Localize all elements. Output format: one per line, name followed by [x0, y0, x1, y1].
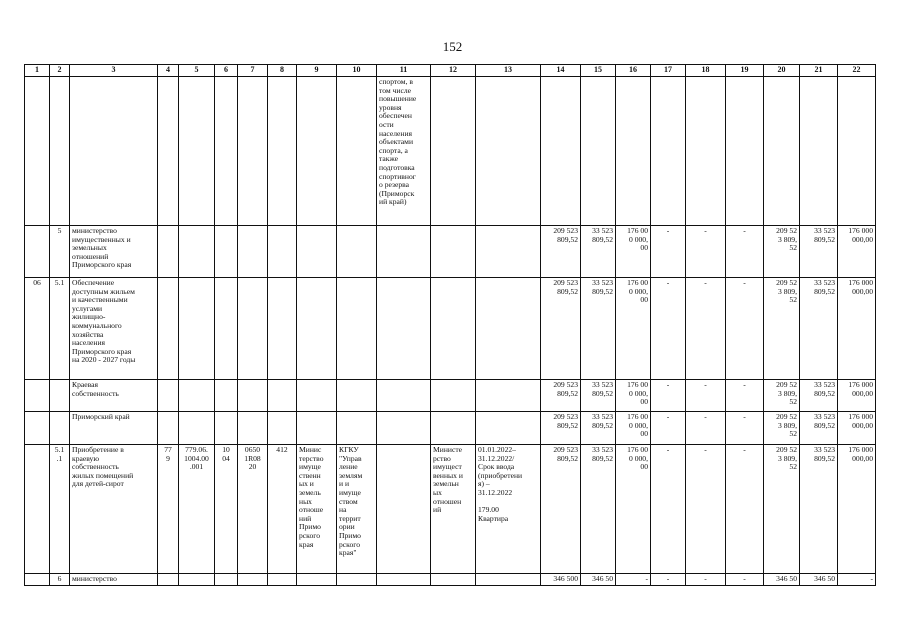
column-header: 11 [377, 65, 431, 77]
table-cell [476, 380, 541, 412]
table-cell: 176 00 0 000, 00 [616, 412, 651, 445]
table-cell [476, 77, 541, 226]
table-cell [179, 380, 215, 412]
table-cell [377, 412, 431, 445]
table-cell: 33 523 809,52 [581, 278, 616, 380]
table-cell: 176 000 000,00 [838, 412, 876, 445]
table-cell [581, 77, 616, 226]
table-cell [179, 574, 215, 586]
table-cell [158, 412, 179, 445]
table-cell: Краевая собственность [70, 380, 158, 412]
table-cell [215, 380, 238, 412]
table-cell [297, 380, 337, 412]
table-cell: - [616, 574, 651, 586]
table-cell: 176 00 0 000, 00 [616, 380, 651, 412]
table-cell [25, 226, 50, 278]
column-header: 10 [337, 65, 377, 77]
table-cell [337, 77, 377, 226]
table-cell: 6 [50, 574, 70, 586]
table-cell: 209 523 809,52 [541, 278, 581, 380]
table-cell [377, 445, 431, 574]
budget-table [24, 64, 876, 586]
table-cell [476, 226, 541, 278]
table-cell: 209 523 809,52 [541, 380, 581, 412]
table-cell: - [726, 380, 764, 412]
table-cell [238, 77, 268, 226]
table-cell [158, 226, 179, 278]
table-cell: 176 00 0 000, 00 [616, 278, 651, 380]
table-cell [25, 574, 50, 586]
table-cell [337, 574, 377, 586]
table-cell [541, 77, 581, 226]
table-cell [215, 278, 238, 380]
table-cell [50, 77, 70, 226]
table-cell: 33 523 809,52 [581, 412, 616, 445]
table-cell: КГКУ "Управ ление землям и и имуще ством на террит ории Примо рского края" [337, 445, 377, 574]
table-cell [297, 574, 337, 586]
table-cell: 176 00 0 000, 00 [616, 226, 651, 278]
table-cell: 77 9 [158, 445, 179, 574]
table-cell [158, 77, 179, 226]
table-cell [431, 574, 476, 586]
table-cell [431, 77, 476, 226]
column-header: 17 [651, 65, 686, 77]
table-cell: - [726, 278, 764, 380]
table-cell: министерство имущественных и земельных отношений Приморского края [70, 226, 158, 278]
header-row [25, 65, 876, 77]
table-cell [238, 278, 268, 380]
row-continued-sport [25, 77, 876, 226]
column-header: 2 [50, 65, 70, 77]
table-cell: 10 04 [215, 445, 238, 574]
table-cell [215, 574, 238, 586]
table-cell [431, 412, 476, 445]
table-cell [268, 574, 297, 586]
table-cell: - [651, 278, 686, 380]
table-cell [158, 574, 179, 586]
table-cell [686, 77, 726, 226]
column-header: 14 [541, 65, 581, 77]
column-header: 21 [800, 65, 838, 77]
table-cell [297, 278, 337, 380]
table-cell: 209 52 3 809, 52 [764, 278, 800, 380]
table-cell [70, 77, 158, 226]
table-cell: Министе рство имущест венных и земельн ых отношен ий [431, 445, 476, 574]
table-cell [238, 380, 268, 412]
table-cell [238, 574, 268, 586]
table-cell [268, 412, 297, 445]
table-cell: - [686, 278, 726, 380]
table-cell: Обеспечение доступным жильем и качественными услугами жилищно- коммунального хозяйства населения Приморского края на 2020 - 2027 годы [70, 278, 158, 380]
table-cell [179, 226, 215, 278]
table-cell [616, 77, 651, 226]
table-cell: Приобретение в краевую собственность жилых помещений для детей-сирот [70, 445, 158, 574]
table-cell: - [686, 574, 726, 586]
column-header: 8 [268, 65, 297, 77]
table-cell [377, 574, 431, 586]
table-cell [50, 412, 70, 445]
table-cell: 176 000 000,00 [838, 380, 876, 412]
table-cell [337, 278, 377, 380]
table-cell: - [651, 380, 686, 412]
table-cell: - [726, 412, 764, 445]
table-cell [476, 412, 541, 445]
row-primorsky-krai [25, 412, 876, 445]
table-cell: 346 50 [581, 574, 616, 586]
table-cell: 33 523 809,52 [581, 226, 616, 278]
table-cell [800, 77, 838, 226]
table-cell [268, 380, 297, 412]
table-cell [215, 412, 238, 445]
column-header: 6 [215, 65, 238, 77]
table-cell: 346 50 [764, 574, 800, 586]
table-cell [297, 77, 337, 226]
table-cell: министерство [70, 574, 158, 586]
row-ministry-6 [25, 574, 876, 586]
column-header: 4 [158, 65, 179, 77]
table-cell: 346 500 [541, 574, 581, 586]
table-cell [377, 226, 431, 278]
table-cell: 33 523 809,52 [800, 278, 838, 380]
table-cell: спортом, в том числе повышение уровня обеспечен ости населения объектами спорта, а также подготовка спортивног о резерва (Приморск ий край) [377, 77, 431, 226]
table-cell: - [686, 412, 726, 445]
table-cell: 209 52 3 809, 52 [764, 226, 800, 278]
table-cell: 209 523 809,52 [541, 226, 581, 278]
table-cell: 5 [50, 226, 70, 278]
table-cell: 176 00 0 000, 00 [616, 445, 651, 574]
table-cell: - [838, 574, 876, 586]
table-cell: - [651, 412, 686, 445]
table-cell [431, 380, 476, 412]
table-cell [158, 380, 179, 412]
table-cell: 33 523 809,52 [800, 226, 838, 278]
table-cell: 01.01.2022– 31.12.2022/ Срок ввода (приобретени я) – 31.12.2022 179.00 Квартира [476, 445, 541, 574]
table-cell [25, 77, 50, 226]
table-cell: - [651, 445, 686, 574]
table-cell [50, 380, 70, 412]
table-cell [297, 226, 337, 278]
column-header: 18 [686, 65, 726, 77]
table-cell: Приморский край [70, 412, 158, 445]
table-cell: 209 52 3 809, 52 [764, 380, 800, 412]
table-cell: 33 523 809,52 [800, 380, 838, 412]
table-cell: 209 523 809,52 [541, 445, 581, 574]
table-cell [268, 226, 297, 278]
table-cell: 176 000 000,00 [838, 445, 876, 574]
column-header: 12 [431, 65, 476, 77]
table-cell: 33 523 809,52 [581, 445, 616, 574]
table-cell [431, 278, 476, 380]
table-cell [297, 412, 337, 445]
table-cell: - [726, 445, 764, 574]
table-cell: - [686, 445, 726, 574]
table-cell [337, 380, 377, 412]
table-cell: 176 000 000,00 [838, 226, 876, 278]
table-cell: 5.1 .1 [50, 445, 70, 574]
table-cell [238, 412, 268, 445]
table-cell: - [726, 226, 764, 278]
table-cell: - [686, 226, 726, 278]
table-cell: 346 50 [800, 574, 838, 586]
column-header: 5 [179, 65, 215, 77]
table-cell [25, 380, 50, 412]
table-cell: 0650 1R08 20 [238, 445, 268, 574]
table-cell [476, 574, 541, 586]
table-cell [838, 77, 876, 226]
page-number: 152 [442, 39, 463, 54]
table-cell [431, 226, 476, 278]
table-cell: - [726, 574, 764, 586]
table-cell: - [651, 226, 686, 278]
table-cell: 779.06. 1004.00 .001 [179, 445, 215, 574]
table-cell: Минис терство имуще ственн ых и земель ных отноше ний Примо рского края [297, 445, 337, 574]
row-5-1-1 [25, 445, 876, 574]
table-cell [215, 77, 238, 226]
table-cell: 33 523 809,52 [800, 412, 838, 445]
table-cell: 209 52 3 809, 52 [764, 445, 800, 574]
table-cell: 412 [268, 445, 297, 574]
table-cell [476, 278, 541, 380]
table-cell [215, 226, 238, 278]
column-header: 20 [764, 65, 800, 77]
table-cell: 06 [25, 278, 50, 380]
table-cell [268, 77, 297, 226]
column-header: 3 [70, 65, 158, 77]
table-cell [158, 278, 179, 380]
table-cell [268, 278, 297, 380]
row-ministry-5 [25, 226, 876, 278]
column-header: 13 [476, 65, 541, 77]
row-06-5-1 [25, 278, 876, 380]
column-header: 22 [838, 65, 876, 77]
table-cell [179, 412, 215, 445]
row-kraevaya [25, 380, 876, 412]
table-cell [377, 380, 431, 412]
table-cell: 209 523 809,52 [541, 412, 581, 445]
table-cell [337, 226, 377, 278]
column-header: 7 [238, 65, 268, 77]
table-cell [25, 412, 50, 445]
column-header: 16 [616, 65, 651, 77]
table-cell [337, 412, 377, 445]
table-cell: 176 000 000,00 [838, 278, 876, 380]
table-cell [179, 77, 215, 226]
table-cell [764, 77, 800, 226]
table-cell: - [651, 574, 686, 586]
table-cell [377, 278, 431, 380]
table-cell [651, 77, 686, 226]
table-cell: 33 523 809,52 [581, 380, 616, 412]
table-cell: 209 52 3 809, 52 [764, 412, 800, 445]
table-cell [726, 77, 764, 226]
table-cell [238, 226, 268, 278]
table-cell: 5.1 [50, 278, 70, 380]
table-cell [25, 445, 50, 574]
column-header: 15 [581, 65, 616, 77]
column-header: 19 [726, 65, 764, 77]
table-cell [179, 278, 215, 380]
table-cell: 33 523 809,52 [800, 445, 838, 574]
table-cell: - [686, 380, 726, 412]
column-header: 1 [25, 65, 50, 77]
column-header: 9 [297, 65, 337, 77]
